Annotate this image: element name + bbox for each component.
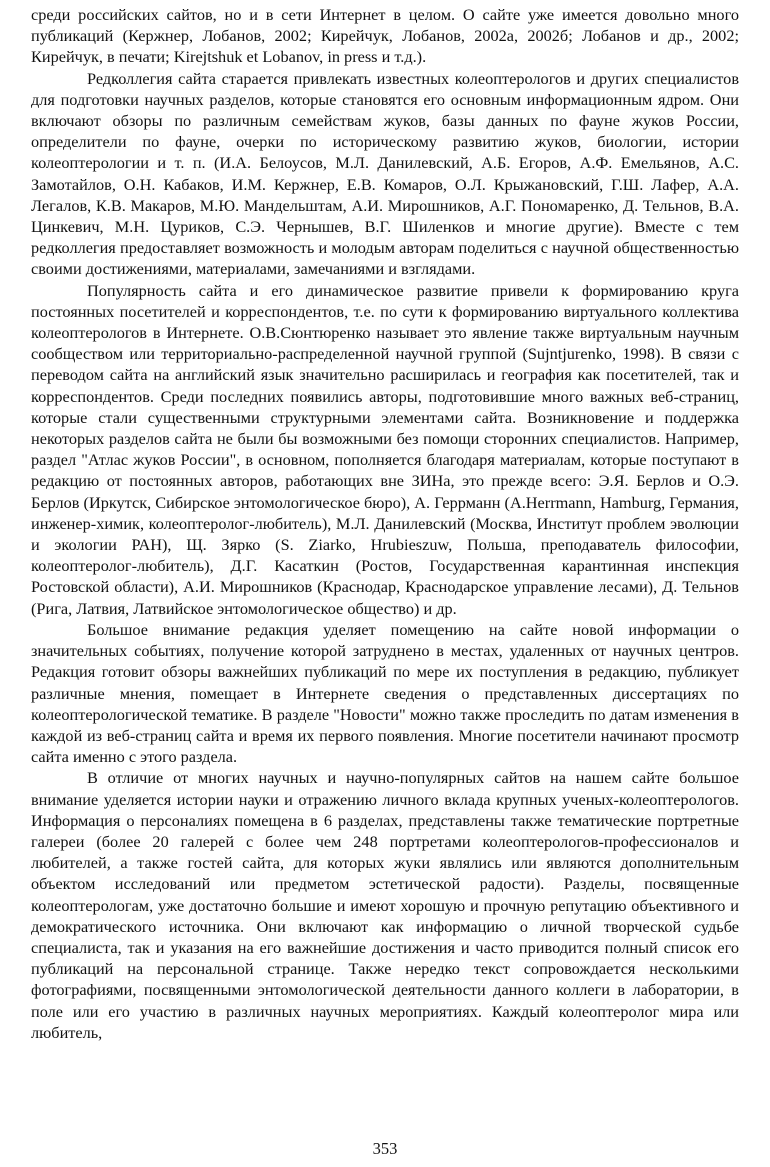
paragraph-popularity: Популярность сайта и его динамическое развитие привели к формированию круга постоянных посетителей и корреспондентов, т.е. по сути к формированию виртуального коллектива колеоптерологов в Интернете. О.В.Сюнтюренко называет это явление также виртуальным научным сообществом или территориально-распределенной научной группой (Sujntjurenko, 1998). В связи с переводом сайта на английский язык значительно расширилась и география как посетителей, так и корреспондентов. Среди последних появились авторы, подготовившие много важных веб-страниц, которые стали существенными структурными элементами сайта. Возникновение и поддержка некоторых разделов сайта не были бы возможными без помощи сторонних специалистов. Например, раздел "Атлас жуков России", в основном, пополняется благодаря материалам, которые поступают в редакцию от постоянных авторов, работающих вне ЗИНа, это прежде всего: Э.Я. Берлов и О.Э. Берлов (Иркутск, Сибирское энтомологическое бюро), А. Геррманн (A.Herrmann, Hamburg, Германия, инженер-химик, колеоптеролог-любитель), М.Л. Данилевский (Москва, Институт проблем эволюции и экологии РАН), Щ. Зярко (S. Ziarko, Hrubieszuw, Польша, преподаватель философии, колеоптеролог-любитель), Д.Г. Касаткин (Ростов, Государственная карантинная инспекция Ростовской области), А.И. Мирошников (Краснодар, Краснодарское управление лесами), Д. Тельнов (Рига, Латвия, Латвийское энтомологическое общество) и др. [31, 280, 739, 618]
page-number: 353 [372, 1139, 398, 1158]
paragraph-editorial-board: Редколлегия сайта старается привлекать известных колеоптерологов и других специалистов для подготовки научных разделов, которые становятся его основным информационным ядром. Они включают обзоры по различным семействам жуков, базы данных по фауне жуков России, определители по фауне, очерки по историческому развитию жуков, биологии, истории колеоптерологии и т. п. (И.А. Белоусов, М.Л. Данилевский, А.Б. Егоров, А.Ф. Емельянов, А.С. Замотайлов, О.Н. Кабаков, И.М. Кержнер, Е.В. Комаров, О.Л. Крыжановский, Г.Ш. Лафер, А.А. Легалов, К.В. Макаров, М.Ю. Мандельштам, А.И. Мирошников, А.Г. Пономаренко, Д. Тельнов, В.А. Цинкевич, М.Н. Цуриков, С.Э. Чернышев, В.Г. Шиленков и многие другие). Вместе с тем редколлегия предоставляет возможность и молодым авторам поделиться с научной общественностью своими достижениями, материалами, замечаниями и взглядами. [31, 68, 739, 279]
paragraph-continuation: среди российских сайтов, но и в сети Интернет в целом. О сайте уже имеется довольно много публикаций (Кержнер, Лобанов, 2002; Кирейчук, Лобанов, 2002а, 2002б; Лобанов и др., 2002; Кирейчук, в печати; Kirejtshuk et Lobanov, in press и т.д.). [31, 5, 739, 67]
paragraph-history: В отличие от многих научных и научно-популярных сайтов на нашем сайте большое внимание уделяется истории науки и отражению личного вклада крупных ученых-колеоптерологов. Информация о персоналиях помещена в 6 разделах, представлены также тематические портретные галереи (более 20 галерей с более чем 248 портретами колеоптерологов-профессионалов и любителей, а также гостей сайта, для которых жуки являлись или являются дополнительным объектом исследований или предметом эстетической радости). Разделы, посвященные колеоптерологам, уже достаточно большие и имеют хорошую и прочную репутацию объективного и демократического источника. Они включают как информацию о личной творческой судьбе специалиста, так и указания на его важнейшие достижения и часто приводится полный список его публикаций на персональной странице. Также нередко текст сопровождается несколькими фотографиями, посвященными энтомологической деятельности данного коллеги в лаборатории, в поле или его участию в различных научных мероприятиях. Каждый колеоптеролог мира или любитель, [31, 768, 739, 1042]
paragraph-news: Большое внимание редакция уделяет помещению на сайте новой информации о значительных событиях, получение которой затруднено в местах, удаленных от научных центров. Редакция готовит обзоры важнейших публикаций по мере их поступления в редакцию, публикует различные мнения, помещает в Интернете сведения о представленных диссертациях по колеоптерологической тематике. В разделе "Новости" можно также проследить по датам изменения в каждой из веб-страниц сайта и время их первого появления. Многие посетители начинают просмотр сайта именно с этого раздела. [31, 619, 739, 767]
page-body [31, 4, 739, 1043]
